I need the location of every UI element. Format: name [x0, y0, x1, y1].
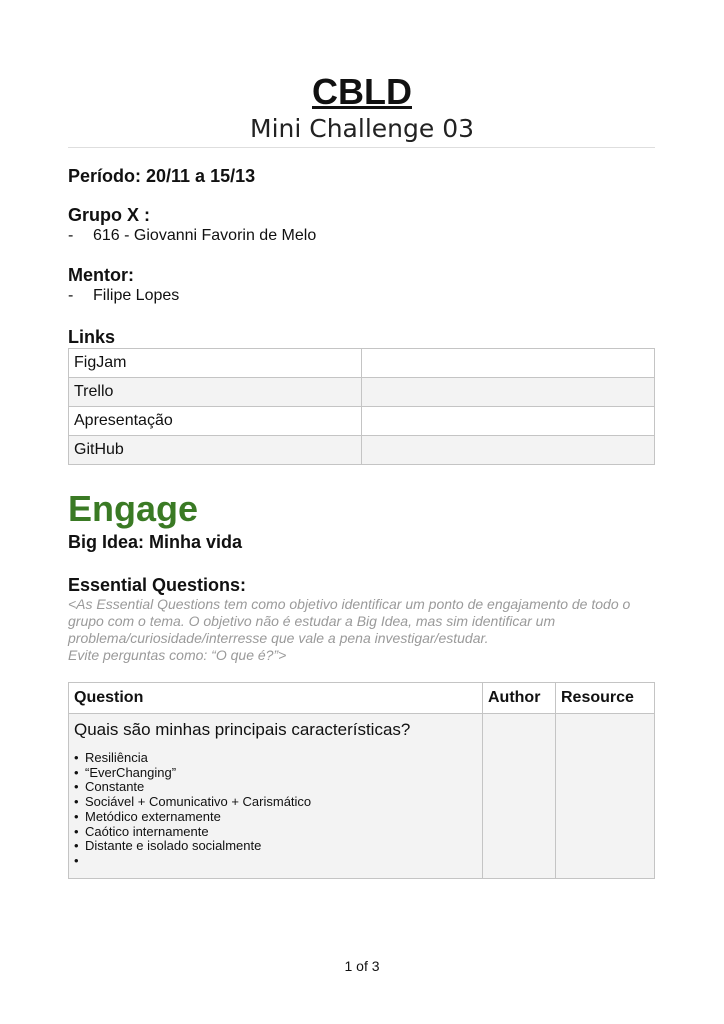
big-idea-heading: Big Idea: Minha vida — [68, 532, 243, 552]
question-cell[interactable] — [69, 714, 483, 879]
divider — [68, 147, 655, 148]
column-header-question: Question — [69, 683, 483, 714]
note-paragraph: Evite perguntas como: “O que é?”> — [68, 647, 287, 663]
grupo-member-name: 616 - Giovanni Favorin de Melo — [93, 227, 317, 244]
author-cell[interactable] — [483, 714, 556, 879]
list-item: • Sociável + Comunicativo + Carismático — [74, 794, 312, 810]
mentor-name: Filipe Lopes — [93, 287, 180, 304]
periodo-heading: Período: 20/11 a 15/13 — [68, 166, 256, 186]
dash-bullet: - — [68, 287, 74, 304]
list-item: • “EverChanging” — [74, 764, 177, 780]
bullet-icon: • — [74, 838, 79, 854]
grupo-heading: Grupo X : — [68, 205, 150, 225]
link-value[interactable] — [362, 378, 655, 407]
link-label: Trello — [69, 378, 362, 407]
mentor-item — [68, 286, 179, 306]
table-row — [69, 407, 655, 436]
list-item: • Distante e isolado socialmente — [74, 838, 262, 854]
essential-questions-note — [68, 596, 658, 664]
table-row — [69, 349, 655, 378]
document-title: CBLD — [312, 71, 412, 112]
link-value[interactable] — [362, 407, 655, 436]
questions-table — [68, 682, 655, 879]
dash-bullet: - — [68, 227, 74, 244]
essential-questions-heading: Essential Questions: — [68, 575, 247, 595]
links-table — [68, 348, 655, 465]
link-label: Apresentação — [69, 407, 362, 436]
link-value[interactable] — [362, 436, 655, 465]
bullet-icon: • — [74, 823, 79, 839]
bullet-icon: • — [74, 852, 79, 868]
mentor-heading: Mentor: — [68, 265, 134, 285]
bullet-icon: • — [74, 808, 79, 824]
page-indicator: 1 of 3 — [344, 958, 380, 974]
bullet-icon: • — [74, 750, 79, 765]
table-row — [69, 378, 655, 407]
list-item: • Constante — [74, 779, 145, 795]
question-text: Quais são minhas principais características? — [74, 720, 411, 739]
list-item: • Resiliência — [74, 750, 148, 765]
column-header-resource: Resource — [556, 683, 655, 714]
document-subtitle: Mini Challenge 03 — [250, 114, 474, 143]
note-paragraph: <As Essential Questions tem como objetivo identificar um ponto de engajamento de todo o grupo com o tema. O objetivo não é estudar a Big Idea, mas sim identificar um problema/curiosidade/interresse que vale a pena investigar/estudar. — [68, 596, 631, 646]
resource-cell[interactable] — [556, 714, 655, 879]
table-header-row — [69, 683, 655, 714]
bullet-icon: • — [74, 794, 79, 810]
list-item: • Metódico externamente — [74, 808, 221, 824]
bullet-icon: • — [74, 764, 79, 780]
link-label: GitHub — [69, 436, 362, 465]
link-label: FigJam — [69, 349, 362, 378]
bullet-icon: • — [74, 779, 79, 795]
list-item: • Caótico internamente — [74, 823, 209, 839]
table-row — [69, 436, 655, 465]
link-value[interactable] — [362, 349, 655, 378]
list-item — [74, 854, 477, 869]
grupo-member-item — [68, 226, 316, 246]
column-header-author: Author — [483, 683, 556, 714]
engage-heading: Engage — [68, 488, 199, 529]
links-heading: Links — [68, 327, 116, 347]
table-row — [69, 714, 655, 879]
traits-list — [74, 751, 477, 869]
